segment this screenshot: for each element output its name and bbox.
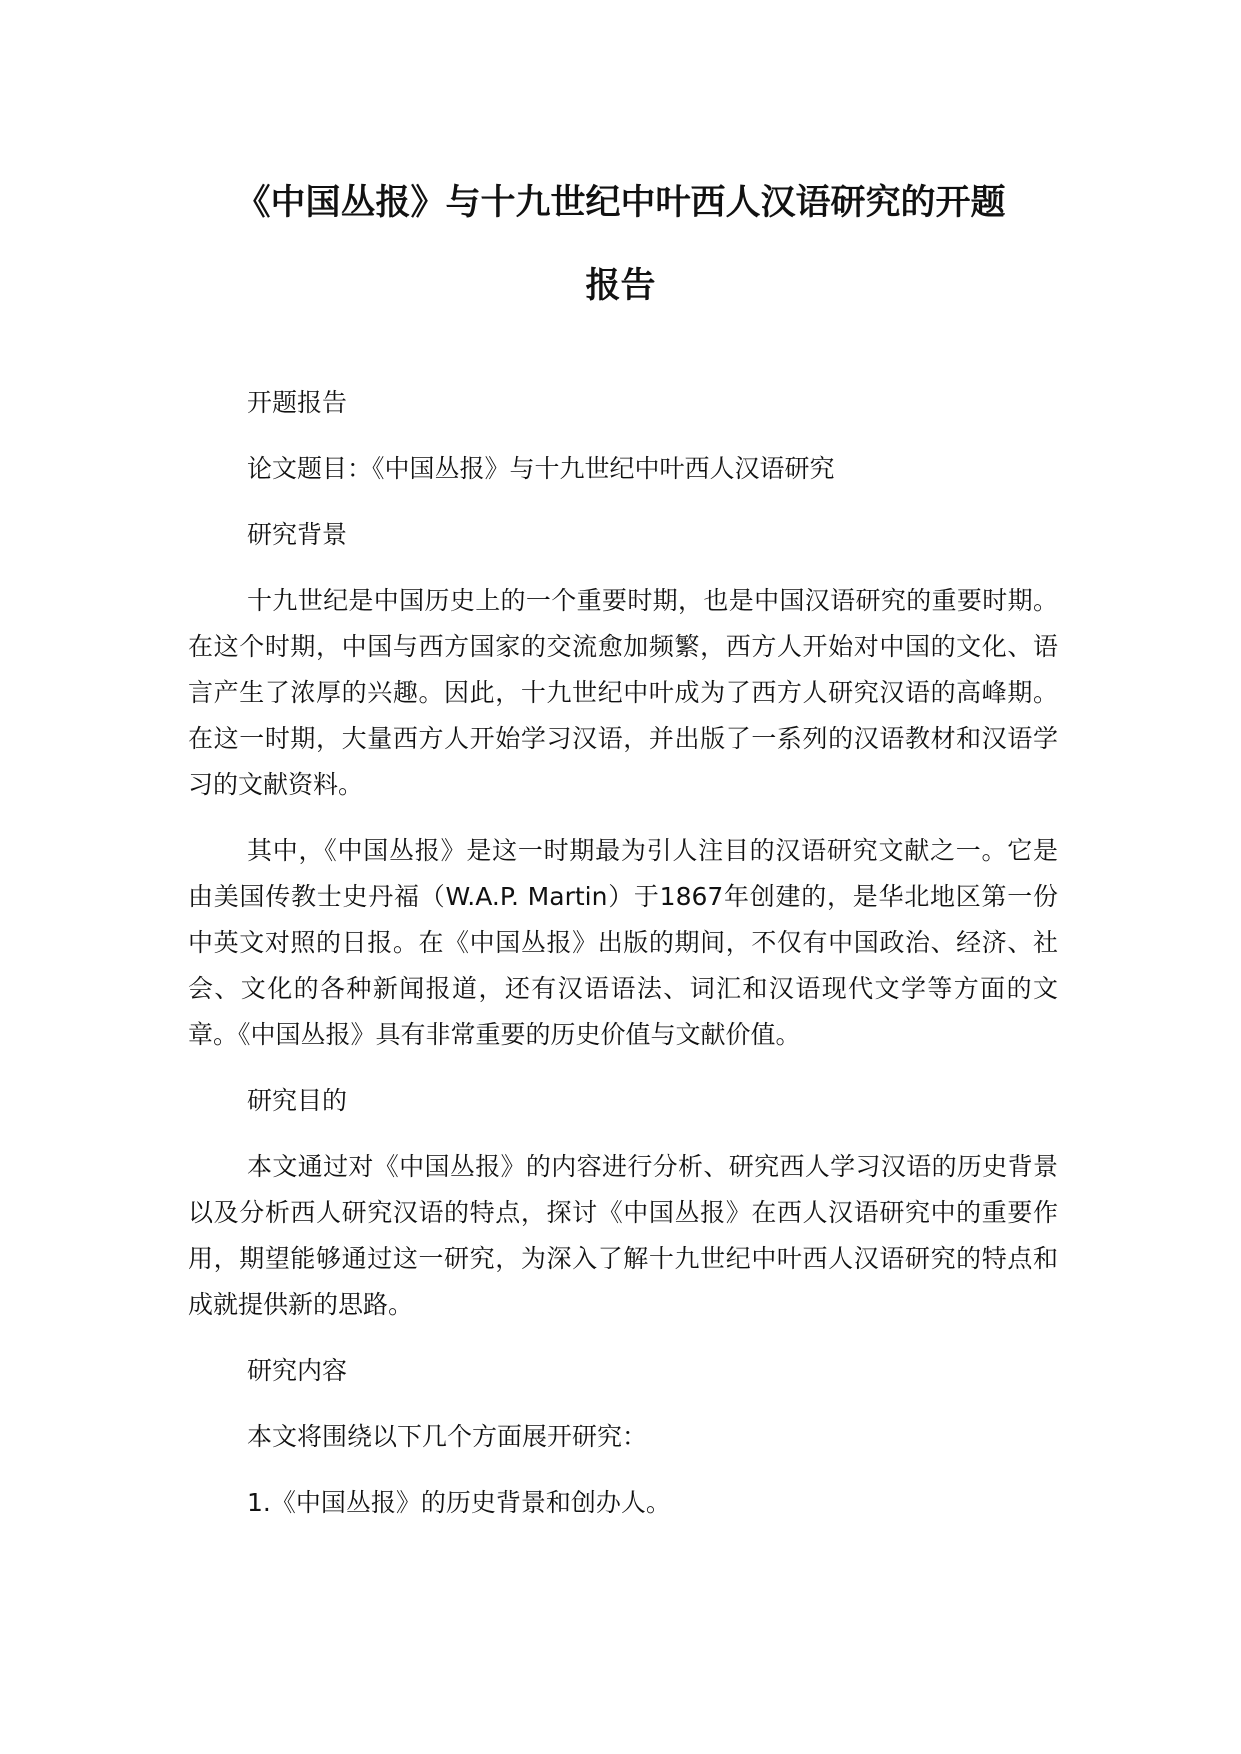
paragraph-background-2: 其中，《中国丛报》是这一时期最为引人注目的汉语研究文献之一。它是由美国传教士史丹福（W.A.P. Martin）于1867年创建的，是华北地区第一份中英文对照的日报。在《中国丛报》出版的期间，不仅有中国政治、经济、社会、文化的各种新闻报道，还有汉语语法、词汇和汉语现代文学等方面的文章。《中国丛报》具有非常重要的历史价值与文献价值。 [188,836,1058,1049]
thesis-title-line: 论文题目：《中国丛报》与十九世纪中叶西人汉语研究 [247,454,835,483]
document-title-line-2: 报告 [585,266,656,306]
paragraph-content-intro: 本文将围绕以下几个方面展开研究： [247,1422,648,1451]
document-body [188,380,1058,1546]
list-item-1: 1.《中国丛报》的历史背景和创办人。 [247,1488,671,1517]
heading-content: 研究内容 [247,1356,348,1385]
document-title-line-1: 《中国丛报》与十九世纪中叶西人汉语研究的开题 [235,183,1006,223]
heading-purpose: 研究目的 [247,1086,348,1115]
section-label-proposal: 开题报告 [247,388,348,417]
heading-background: 研究背景 [247,520,348,549]
paragraph-purpose: 本文通过对《中国丛报》的内容进行分析、研究西人学习汉语的历史背景以及分析西人研究汉语的特点，探讨《中国丛报》在西人汉语研究中的重要作用，期望能够通过这一研究，为深入了解十九世纪中叶西人汉语研究的特点和成就提供新的思路。 [188,1152,1058,1319]
paragraph-background-1: 十九世纪是中国历史上的一个重要时期，也是中国汉语研究的重要时期。在这个时期，中国与西方国家的交流愈加频繁，西方人开始对中国的文化、语言产生了浓厚的兴趣。因此，十九世纪中叶成为了西方人研究汉语的高峰期。在这一时期，大量西方人开始学习汉语，并出版了一系列的汉语教材和汉语学习的文献资料。 [188,586,1058,799]
